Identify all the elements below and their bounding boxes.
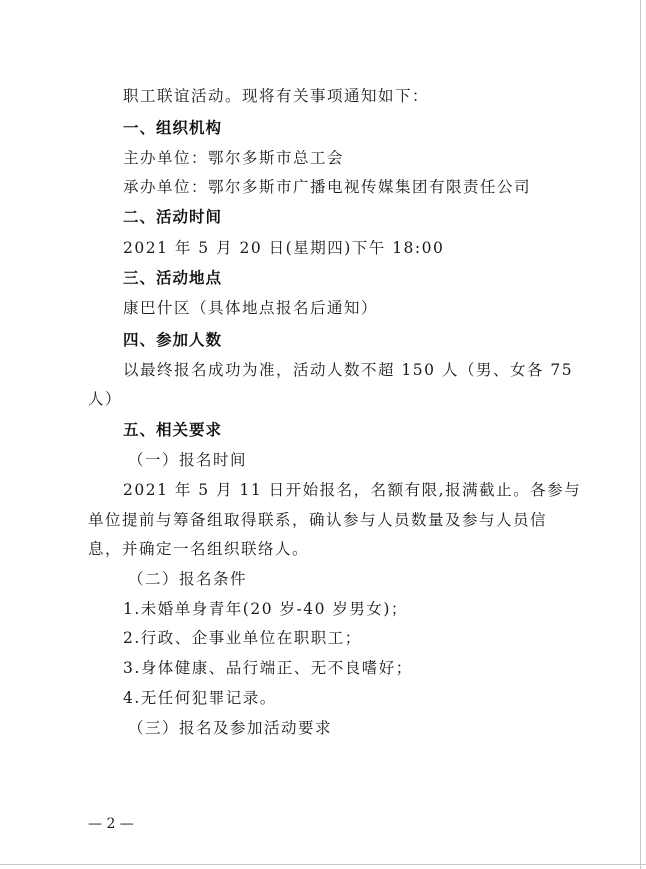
condition-item-4: 4.无任何犯罪记录。 (123, 689, 277, 707)
event-time-line: 2021 年 5 月 20 日(星期四)下午 18:00 (123, 239, 445, 257)
organizer-line: 主办单位：鄂尔多斯市总工会 (123, 149, 345, 167)
page-number: — 2 — (88, 816, 134, 832)
subheading-participation-requirements: （三）报名及参加活动要求 (128, 719, 333, 737)
participants-line-2: 人） (88, 390, 123, 408)
location-line: 康巴什区（具体地点报名后通知） (123, 299, 379, 317)
section-heading-participants: 四、参加人数 (123, 331, 223, 349)
registration-time-line-2: 单位提前与筹备组取得联系，确认参与人员数量及参与人员信 (88, 511, 548, 529)
condition-item-2: 2.行政、企事业单位在职职工； (123, 629, 362, 647)
section-heading-location: 三、活动地点 (123, 269, 223, 287)
section-heading-requirements: 五、相关要求 (123, 421, 223, 439)
intro-line: 职工联谊活动。现将有关事项通知如下： (123, 87, 430, 105)
participants-line-1: 以最终报名成功为准，活动人数不超 150 人（男、女各 75 (123, 361, 574, 379)
registration-time-line-1: 2021 年 5 月 11 日开始报名，名额有限,报满截止。各参与 (123, 481, 582, 499)
registration-time-line-3: 息，并确定一名组织联络人。 (88, 540, 310, 558)
page-edge-right (640, 0, 641, 869)
condition-item-1: 1.未婚单身青年(20 岁-40 岁男女)； (123, 600, 408, 618)
condition-item-3: 3.身体健康、品行端正、无不良嗜好； (123, 659, 413, 677)
subheading-registration-time: （一）报名时间 (128, 451, 248, 469)
subheading-registration-conditions: （二）报名条件 (128, 570, 248, 588)
section-heading-time: 二、活动时间 (123, 208, 223, 226)
page-edge-bottom (0, 864, 646, 865)
undertaker-line: 承办单位：鄂尔多斯市广播电视传媒集团有限责任公司 (123, 178, 532, 196)
section-heading-organization: 一、组织机构 (123, 119, 223, 137)
